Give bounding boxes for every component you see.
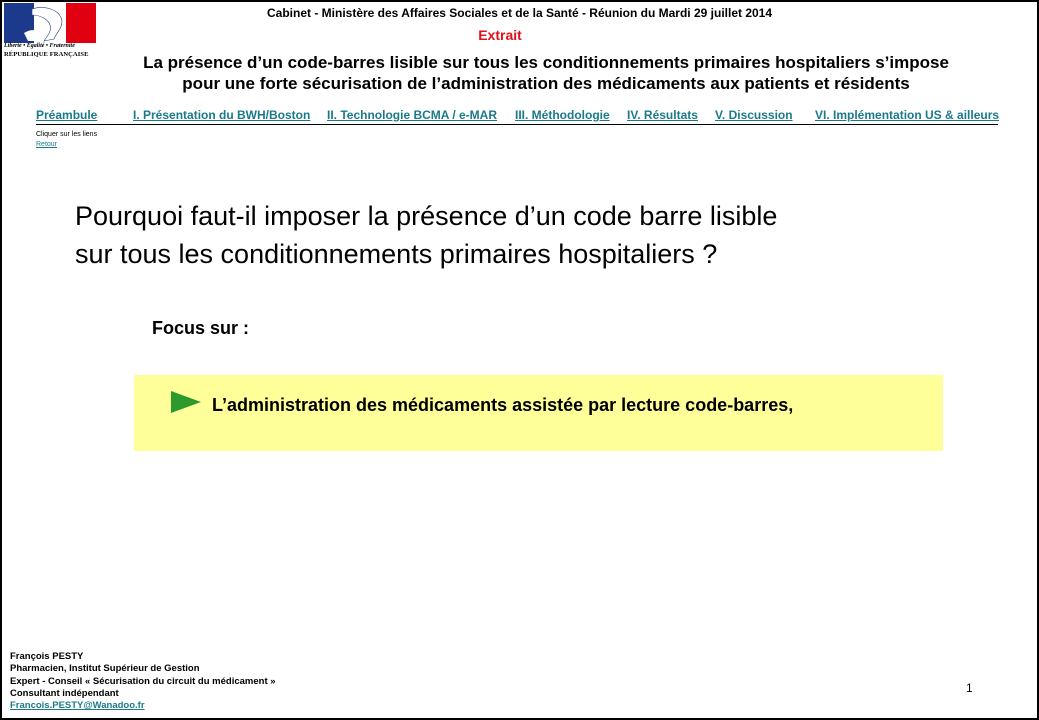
focus-label: Focus sur : [152, 318, 250, 338]
focus-callout [134, 375, 943, 451]
slide-question-line1: Pourquoi faut-il imposer la présence d’un code barre lisible [75, 201, 778, 231]
extrait-label: Extrait [478, 27, 522, 43]
green-arrow-icon [171, 391, 201, 413]
page-title [96, 52, 996, 94]
meeting-header [0, 6, 1039, 20]
page-number: 1 [966, 681, 973, 695]
section-nav [36, 108, 998, 125]
slide-question [75, 197, 1015, 273]
author-title: Pharmacien, Institut Supérieur de Gestion [10, 663, 200, 675]
author-block [10, 651, 276, 712]
logo-republique: RÉPUBLIQUE FRANÇAISE [4, 51, 89, 58]
callout-text: L’administration des médicaments assistée par lecture code-barres, [212, 395, 794, 415]
author-role: Expert - Conseil « Sécurisation du circuit du médicament » [10, 675, 276, 687]
nav-link-discussion[interactable]: V. Discussion [715, 108, 793, 122]
nav-hint-text: Cliquer sur les liens [36, 131, 98, 138]
page-title-line2: pour une forte sécurisation de l’administration des médicaments aux patients et résidents [182, 74, 910, 93]
author-email-link[interactable]: Francois.PESTY@Wanadoo.fr [10, 700, 145, 712]
meeting-header-text: Cabinet - Ministère des Affaires Sociales et de la Santé - Réunion du Mardi 29 juillet 2014 [266, 6, 773, 20]
back-link[interactable]: Retour [36, 141, 58, 148]
slide-question-line2: sur tous les conditionnements primaires hospitaliers ? [75, 239, 718, 269]
nav-link-resultats[interactable]: IV. Résultats [627, 108, 698, 122]
nav-link-technologie[interactable]: II. Technologie BCMA / e-MAR [327, 108, 497, 122]
nav-link-presentation[interactable]: I. Présentation du BWH/Boston [133, 108, 311, 122]
nav-link-preambule[interactable]: Préambule [36, 108, 98, 122]
nav-link-implementation[interactable]: VI. Implémentation US & ailleurs [815, 108, 1000, 122]
page-title-line1: La présence d’un code-barres lisible sur tous les conditionnements primaires hospitaliers s’impose [143, 53, 949, 72]
author-name: François PESTY [10, 651, 84, 662]
nav-hint [36, 130, 97, 150]
logo-motto: Liberté • Égalité • Fraternité [4, 43, 75, 49]
nav-link-methodologie[interactable]: III. Méthodologie [515, 108, 610, 122]
author-status: Consultant indépendant [10, 687, 119, 699]
